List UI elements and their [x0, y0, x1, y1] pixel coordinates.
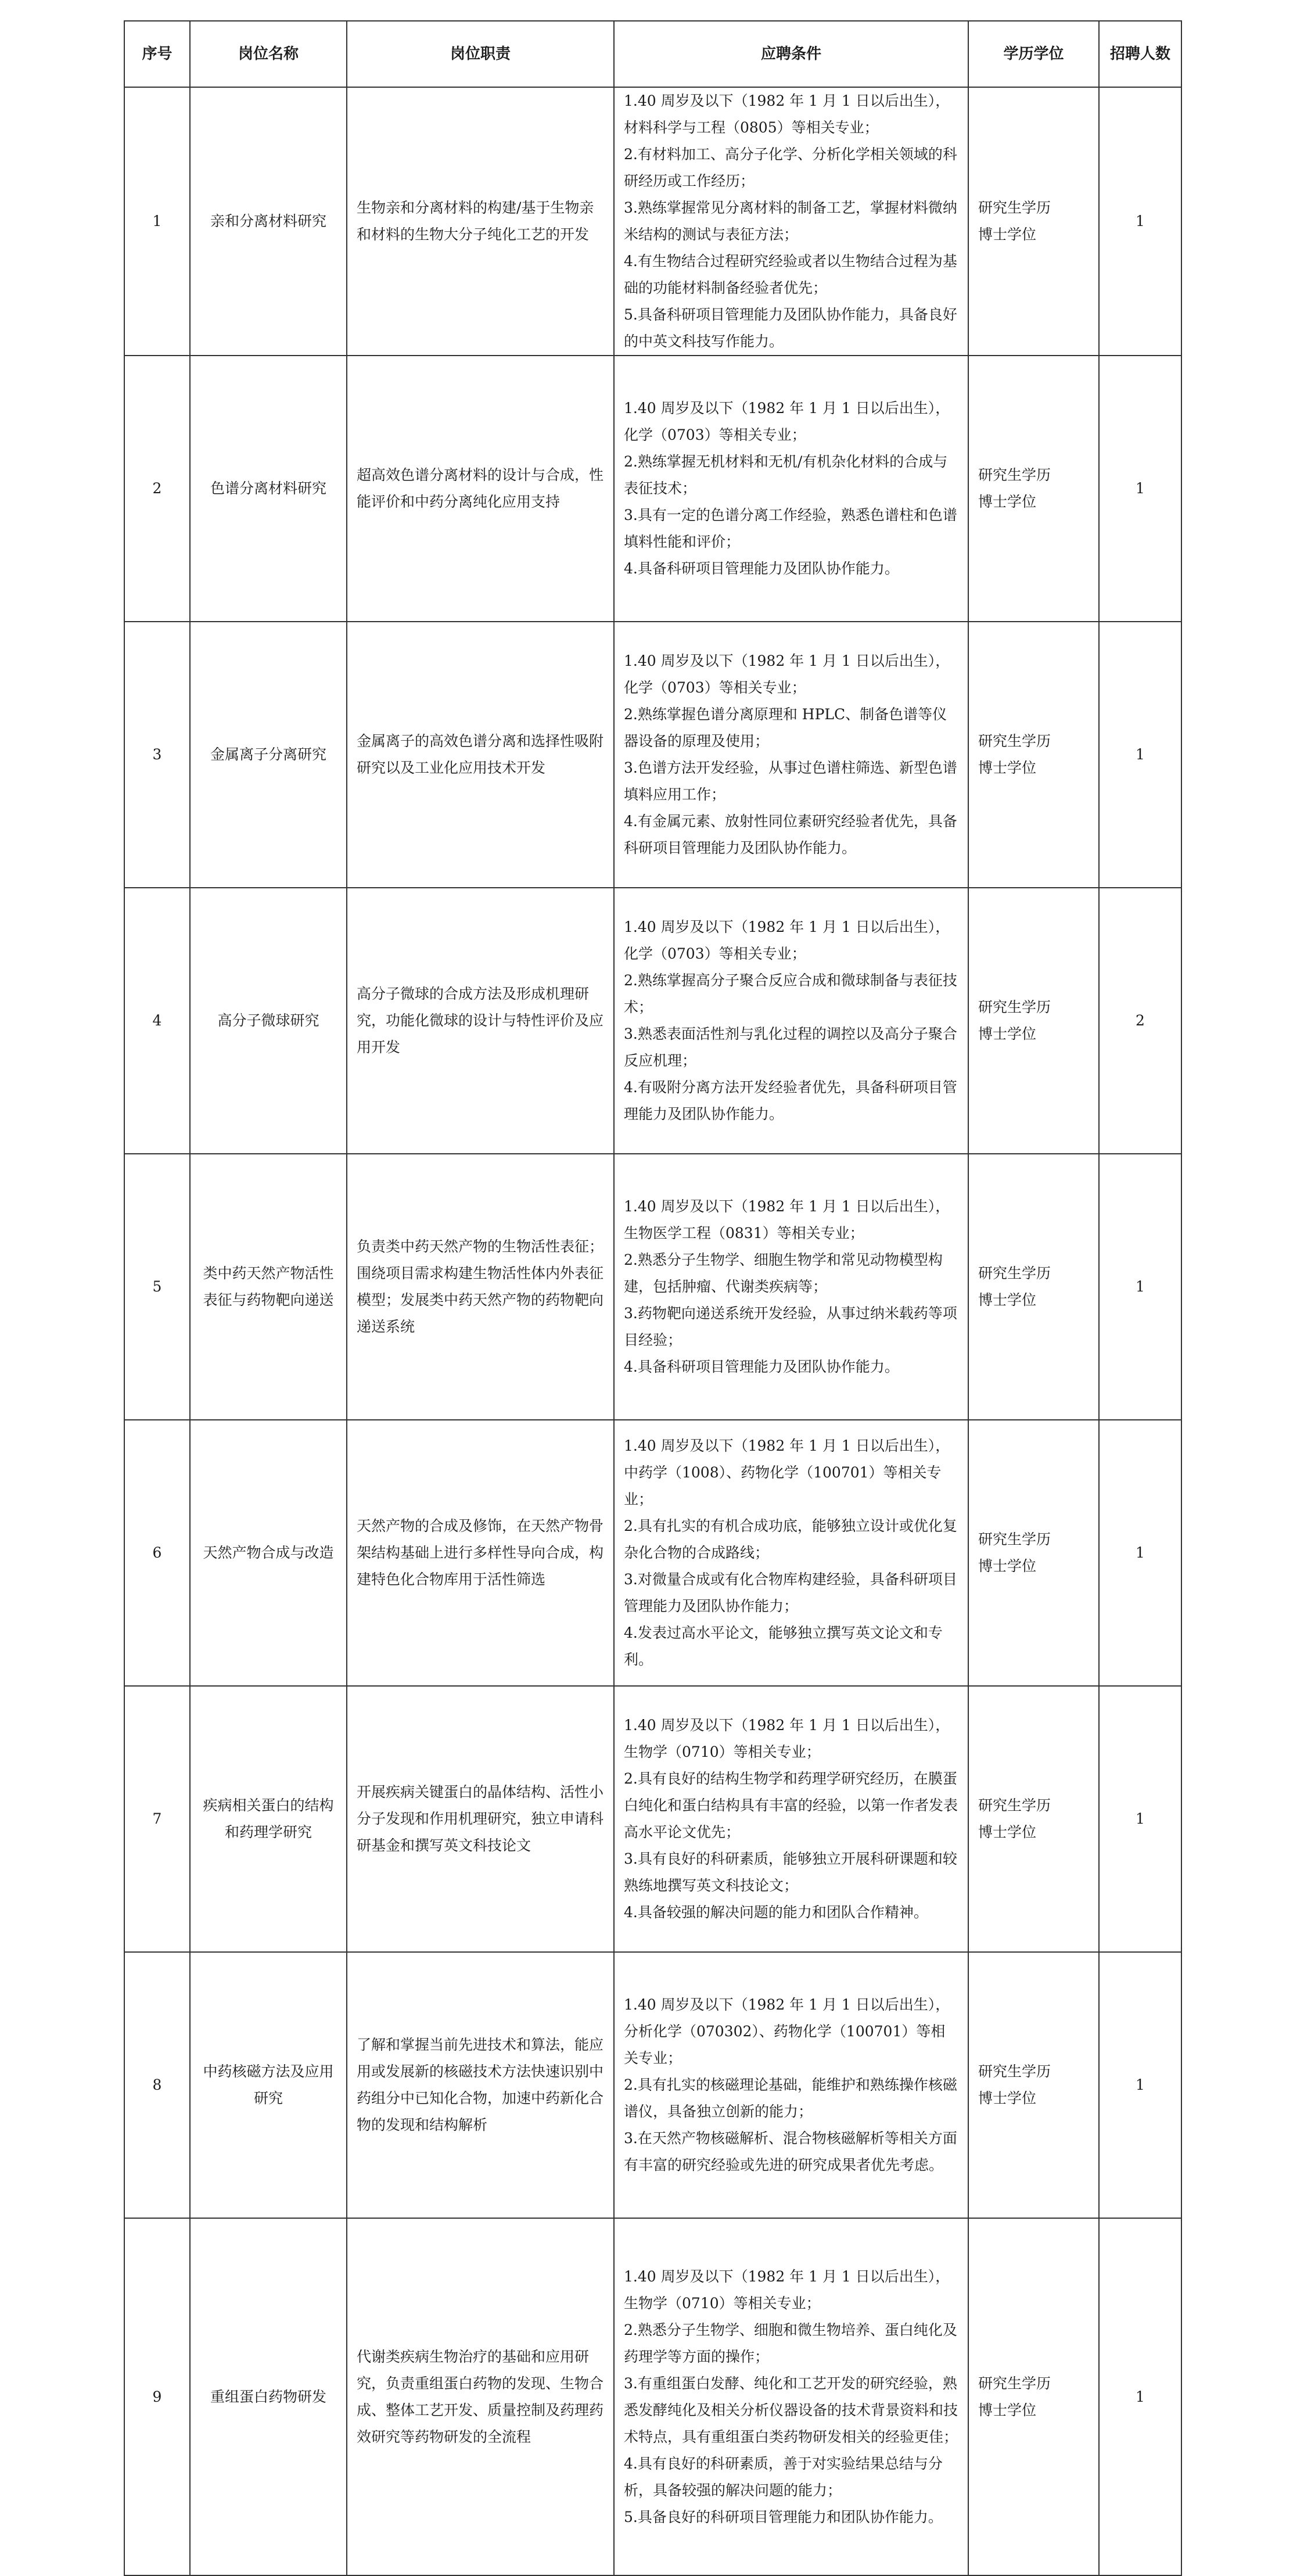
headcount-cell: 1	[1099, 356, 1181, 622]
degree-line: 研究生学历	[978, 2063, 1051, 2080]
requirement-item: 1.40 周岁及以下（1982 年 1 月 1 日以后出生），分析化学（070302）、药物化学（100701）等相关专业；	[624, 1996, 950, 2066]
degree-line: 研究生学历	[978, 199, 1051, 216]
requirements-cell	[614, 356, 968, 622]
table-row	[124, 87, 1181, 356]
requirement-item: 3.色谱方法开发经验，从事过色谱柱筛选、新型色谱填料应用工作；	[624, 759, 957, 803]
requirement-item: 2.熟练掌握色谱分离原理和 HPLC、制备色谱等仪器设备的原理及使用；	[624, 706, 947, 749]
requirement-item: 3.熟练掌握常见分离材料的制备工艺，掌握材料微纳米结构的测试与表征方法；	[624, 199, 957, 243]
position-name-cell: 天然产物合成与改造	[190, 1420, 347, 1686]
requirement-item: 1.40 周岁及以下（1982 年 1 月 1 日以后出生），化学（0703）等相关专业；	[624, 919, 950, 962]
serial-no-cell: 9	[124, 2218, 190, 2575]
degree-line: 研究生学历	[978, 733, 1051, 749]
degree-cell	[968, 1420, 1099, 1686]
table-row	[124, 622, 1181, 888]
requirement-item: 4.有生物结合过程研究经验或者以生物结合过程为基础的功能材料制备经验者优先；	[624, 253, 957, 296]
requirement-item: 3.熟悉表面活性剂与乳化过程的调控以及高分子聚合反应机理；	[624, 1025, 957, 1069]
degree-line: 博士学位	[978, 2090, 1037, 2107]
recruitment-table	[124, 20, 1182, 2576]
position-name-cell: 疾病相关蛋白的结构和药理学研究	[190, 1686, 347, 1952]
headcount-cell: 1	[1099, 1952, 1181, 2218]
serial-no-cell: 7	[124, 1686, 190, 1952]
degree-line: 研究生学历	[978, 999, 1051, 1016]
requirement-item: 2.具有良好的结构生物学和药理学研究经历，在膜蛋白纯化和蛋白结构具有丰富的经验，以第一作者发表高水平论文优先；	[624, 1770, 958, 1840]
requirement-item: 1.40 周岁及以下（1982 年 1 月 1 日以后出生），生物医学工程（0831）等相关专业；	[624, 1198, 950, 1242]
requirement-item: 1.40 周岁及以下（1982 年 1 月 1 日以后出生），化学（0703）等相关专业；	[624, 652, 950, 696]
requirement-item: 3.具有一定的色谱分离工作经验，熟悉色谱柱和色谱填料性能和评价；	[624, 507, 957, 550]
requirement-item: 4.具备科研项目管理能力及团队协作能力。	[624, 1358, 899, 1375]
duties-cell: 金属离子的高效色谱分离和选择性吸附研究以及工业化应用技术开发	[347, 622, 614, 888]
requirement-item: 2.具有扎实的有机合成功底，能够独立设计或优化复杂化合物的合成路线；	[624, 1517, 957, 1561]
position-name-cell: 亲和分离材料研究	[190, 87, 347, 356]
duties-cell: 负责类中药天然产物的生物活性表征；围绕项目需求构建生物活性体内外表征模型；发展类中药天然产物的药物靶向递送系统	[347, 1154, 614, 1420]
headcount-cell: 1	[1099, 1686, 1181, 1952]
degree-line: 研究生学历	[978, 2374, 1051, 2392]
serial-no-cell: 6	[124, 1420, 190, 1686]
requirements-cell	[614, 1154, 968, 1420]
degree-line: 研究生学历	[978, 1797, 1051, 1814]
header-position-name: 岗位名称	[190, 21, 347, 87]
requirement-item: 4.发表过高水平论文，能够独立撰写英文论文和专利。	[624, 1624, 943, 1668]
headcount-cell: 2	[1099, 888, 1181, 1154]
requirements-cell	[614, 2218, 968, 2575]
serial-no-cell: 5	[124, 1154, 190, 1420]
header-requirements: 应聘条件	[614, 21, 968, 87]
position-name-cell: 重组蛋白药物研发	[190, 2218, 347, 2575]
duties-cell: 天然产物的合成及修饰，在天然产物骨架结构基础上进行多样性导向合成，构建特色化合物库用于活性筛选	[347, 1420, 614, 1686]
degree-line: 博士学位	[978, 759, 1037, 776]
headcount-cell: 1	[1099, 87, 1181, 356]
requirement-item: 2.熟悉分子生物学、细胞生物学和常见动物模型构建，包括肿瘤、代谢类疾病等；	[624, 1251, 943, 1295]
degree-line: 博士学位	[978, 226, 1037, 243]
headcount-cell: 1	[1099, 1154, 1181, 1420]
serial-no-cell: 3	[124, 622, 190, 888]
header-duties: 岗位职责	[347, 21, 614, 87]
requirements-cell	[614, 888, 968, 1154]
serial-no-cell: 8	[124, 1952, 190, 2218]
headcount-cell: 1	[1099, 2218, 1181, 2575]
table-header-row	[124, 21, 1181, 87]
serial-no-cell: 1	[124, 87, 190, 356]
requirement-item: 4.具备科研项目管理能力及团队协作能力。	[624, 560, 899, 577]
requirement-item: 3.对微量合成或有化合物库构建经验，具备科研项目管理能力及团队协作能力；	[624, 1571, 957, 1615]
serial-no-cell: 4	[124, 888, 190, 1154]
requirement-item: 3.药物靶向递送系统开发经验，从事过纳米载药等项目经验；	[624, 1305, 957, 1348]
header-serial-no: 序号	[124, 21, 190, 87]
duties-cell: 高分子微球的合成方法及形成机理研究，功能化微球的设计与特性评价及应用开发	[347, 888, 614, 1154]
requirement-item: 4.具备较强的解决问题的能力和团队合作精神。	[624, 1904, 928, 1921]
position-name-cell: 色谱分离材料研究	[190, 356, 347, 622]
position-name-cell: 高分子微球研究	[190, 888, 347, 1154]
table-row	[124, 888, 1181, 1154]
requirement-item: 2.熟练掌握无机材料和无机/有机杂化材料的合成与表征技术；	[624, 453, 948, 497]
table-row	[124, 2218, 1181, 2575]
duties-cell: 代谢类疾病生物治疗的基础和应用研究，负责重组蛋白药物的发现、生物合成、整体工艺开发、质量控制及药理药效研究等药物研发的全流程	[347, 2218, 614, 2575]
requirement-item: 1.40 周岁及以下（1982 年 1 月 1 日以后出生），材料科学与工程（0805）等相关专业；	[624, 92, 950, 136]
requirement-item: 4.具有良好的科研素质，善于对实验结果总结与分析，具备较强的解决问题的能力；	[624, 2455, 943, 2499]
table-row	[124, 1952, 1181, 2218]
table-row	[124, 1420, 1181, 1686]
requirements-cell	[614, 622, 968, 888]
position-name-cell: 金属离子分离研究	[190, 622, 347, 888]
serial-no-cell: 2	[124, 356, 190, 622]
degree-line: 研究生学历	[978, 1531, 1051, 1548]
requirements-cell	[614, 1420, 968, 1686]
requirement-item: 3.有重组蛋白发酵、纯化和工艺开发的研究经验，熟悉发酵纯化及相关分析仪器设备的技术背景资料和技术特点，具有重组蛋白类药物研发相关的经验更佳；	[624, 2374, 958, 2445]
requirement-item: 1.40 周岁及以下（1982 年 1 月 1 日以后出生），生物学（0710）等相关专业；	[624, 1717, 950, 1760]
header-headcount: 招聘人数	[1099, 21, 1181, 87]
requirement-item: 3.在天然产物核磁解析、混合物核磁解析等相关方面有丰富的研究经验或先进的研究成果者优先考虑。	[624, 2130, 957, 2173]
requirement-item: 5.具备良好的科研项目管理能力和团队协作能力。	[624, 2508, 943, 2525]
degree-line: 博士学位	[978, 1291, 1037, 1308]
degree-cell	[968, 1686, 1099, 1952]
position-name-cell: 类中药天然产物活性表征与药物靶向递送	[190, 1154, 347, 1420]
degree-cell	[968, 622, 1099, 888]
degree-cell	[968, 888, 1099, 1154]
requirements-cell	[614, 1686, 968, 1952]
table-row	[124, 1154, 1181, 1420]
requirements-cell	[614, 1952, 968, 2218]
table-row	[124, 1686, 1181, 1952]
requirement-item: 4.有金属元素、放射性同位素研究经验者优先，具备科研项目管理能力及团队协作能力。	[624, 813, 957, 856]
requirement-item: 1.40 周岁及以下（1982 年 1 月 1 日以后出生），中药学（1008）、药物化学（100701）等相关专业；	[624, 1437, 950, 1508]
requirement-item: 3.具有良好的科研素质，能够独立开展科研课题和较熟练地撰写英文科技论文；	[624, 1850, 957, 1894]
degree-line: 博士学位	[978, 1824, 1037, 1840]
degree-line: 博士学位	[978, 1025, 1037, 1042]
degree-cell	[968, 2218, 1099, 2575]
requirements-cell	[614, 87, 968, 356]
requirement-item: 1.40 周岁及以下（1982 年 1 月 1 日以后出生），化学（0703）等相关专业；	[624, 400, 950, 443]
headcount-cell: 1	[1099, 622, 1181, 888]
headcount-cell: 1	[1099, 1420, 1181, 1686]
position-name-cell: 中药核磁方法及应用研究	[190, 1952, 347, 2218]
requirement-item: 2.有材料加工、高分子化学、分析化学相关领域的科研经历或工作经历；	[624, 146, 957, 189]
degree-cell	[968, 87, 1099, 356]
requirement-item: 4.有吸附分离方法开发经验者优先，具备科研项目管理能力及团队协作能力。	[624, 1079, 957, 1122]
degree-cell	[968, 1154, 1099, 1420]
duties-cell: 开展疾病关键蛋白的晶体结构、活性小分子发现和作用机理研究，独立申请科研基金和撰写英文科技论文	[347, 1686, 614, 1952]
requirement-item: 1.40 周岁及以下（1982 年 1 月 1 日以后出生），生物学（0710）等相关专业；	[624, 2268, 950, 2312]
degree-line: 博士学位	[978, 2401, 1037, 2419]
requirement-item: 2.具有扎实的核磁理论基础，能维护和熟练操作核磁谱仪，具备独立创新的能力；	[624, 2076, 957, 2120]
requirement-item: 2.熟悉分子生物学、细胞和微生物培养、蛋白纯化及药理学等方面的操作；	[624, 2321, 957, 2365]
table-row	[124, 356, 1181, 622]
duties-cell: 超高效色谱分离材料的设计与合成，性能评价和中药分离纯化应用支持	[347, 356, 614, 622]
header-degree: 学历学位	[968, 21, 1099, 87]
degree-cell	[968, 356, 1099, 622]
degree-line: 研究生学历	[978, 1265, 1051, 1282]
duties-cell: 了解和掌握当前先进技术和算法，能应用或发展新的核磁技术方法快速识别中药组分中已知化合物，加速中药新化合物的发现和结构解析	[347, 1952, 614, 2218]
requirement-item: 2.熟练掌握高分子聚合反应合成和微球制备与表征技术；	[624, 972, 957, 1016]
degree-line: 博士学位	[978, 493, 1037, 510]
degree-line: 研究生学历	[978, 467, 1051, 483]
duties-cell: 生物亲和分离材料的构建/基于生物亲和材料的生物大分子纯化工艺的开发	[347, 87, 614, 356]
degree-cell	[968, 1952, 1099, 2218]
degree-line: 博士学位	[978, 1558, 1037, 1574]
requirement-item: 5.具备科研项目管理能力及团队协作能力，具备良好的中英文科技写作能力。	[624, 306, 957, 350]
